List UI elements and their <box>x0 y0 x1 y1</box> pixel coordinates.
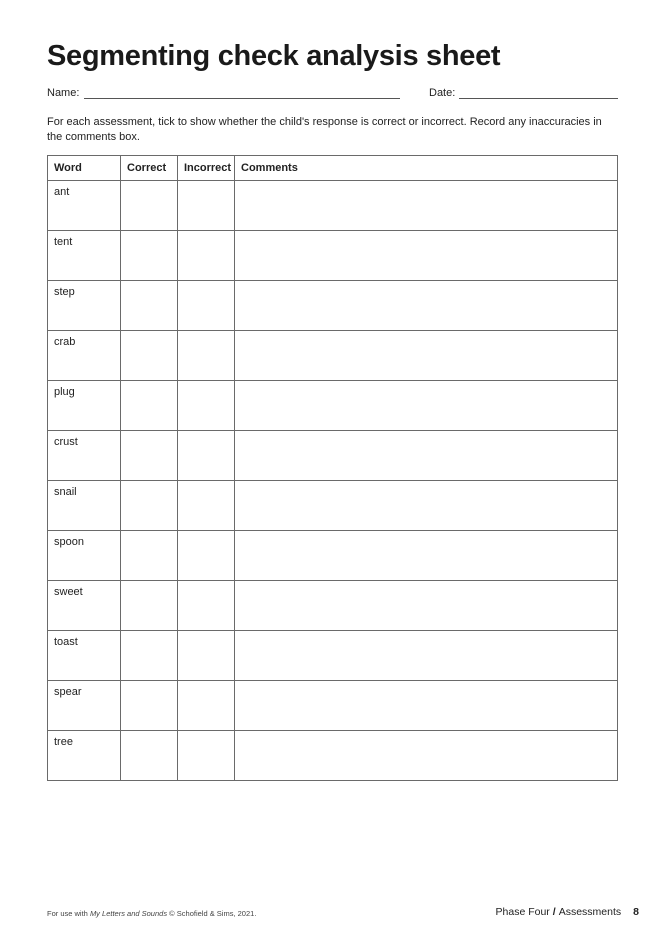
footer-phase: Phase Four <box>495 906 550 918</box>
incorrect-cell[interactable] <box>178 181 235 231</box>
footer-section-name: Assessments <box>558 906 622 918</box>
incorrect-cell[interactable] <box>178 381 235 431</box>
comments-cell[interactable] <box>235 481 618 531</box>
page-number: 8 <box>633 906 639 918</box>
table-row <box>48 231 618 281</box>
correct-cell[interactable] <box>121 681 178 731</box>
word-cell: sweet <box>48 581 121 631</box>
header-correct: Correct <box>121 156 178 181</box>
correct-cell[interactable] <box>121 281 178 331</box>
analysis-table <box>47 155 618 781</box>
incorrect-cell[interactable] <box>178 631 235 681</box>
incorrect-cell[interactable] <box>178 481 235 531</box>
footer-slash: / <box>552 906 556 918</box>
incorrect-cell[interactable] <box>178 531 235 581</box>
table-row <box>48 481 618 531</box>
word-cell: crust <box>48 431 121 481</box>
comments-cell[interactable] <box>235 681 618 731</box>
correct-cell[interactable] <box>121 531 178 581</box>
comments-cell[interactable] <box>235 631 618 681</box>
word-cell: tree <box>48 731 121 781</box>
header-incorrect: Incorrect <box>178 156 235 181</box>
comments-cell[interactable] <box>235 431 618 481</box>
comments-cell[interactable] <box>235 581 618 631</box>
table-row <box>48 431 618 481</box>
footer-credit <box>47 909 256 918</box>
word-cell: spear <box>48 681 121 731</box>
word-cell: ant <box>48 181 121 231</box>
table-row <box>48 381 618 431</box>
incorrect-cell[interactable] <box>178 681 235 731</box>
date-field[interactable] <box>459 98 618 99</box>
comments-cell[interactable] <box>235 281 618 331</box>
word-cell: snail <box>48 481 121 531</box>
footer-copyright: © Schofield & Sims, 2021. <box>167 909 257 918</box>
correct-cell[interactable] <box>121 431 178 481</box>
name-field[interactable] <box>84 98 400 99</box>
table-row <box>48 731 618 781</box>
word-cell: step <box>48 281 121 331</box>
incorrect-cell[interactable] <box>178 231 235 281</box>
word-cell: plug <box>48 381 121 431</box>
table-row <box>48 531 618 581</box>
header-word: Word <box>48 156 121 181</box>
correct-cell[interactable] <box>121 331 178 381</box>
date-label: Date: <box>429 87 456 99</box>
page-title: Segmenting check analysis sheet <box>47 40 501 72</box>
word-cell: spoon <box>48 531 121 581</box>
incorrect-cell[interactable] <box>178 581 235 631</box>
name-label: Name: <box>47 87 80 99</box>
comments-cell[interactable] <box>235 231 618 281</box>
table-row <box>48 181 618 231</box>
comments-cell[interactable] <box>235 331 618 381</box>
correct-cell[interactable] <box>121 231 178 281</box>
table-row <box>48 581 618 631</box>
word-cell: tent <box>48 231 121 281</box>
comments-cell[interactable] <box>235 381 618 431</box>
header-comments: Comments <box>235 156 618 181</box>
incorrect-cell[interactable] <box>178 431 235 481</box>
comments-cell[interactable] <box>235 531 618 581</box>
word-cell: toast <box>48 631 121 681</box>
correct-cell[interactable] <box>121 631 178 681</box>
footer-prefix: For use with <box>47 909 90 918</box>
correct-cell[interactable] <box>121 581 178 631</box>
correct-cell[interactable] <box>121 381 178 431</box>
table-row <box>48 281 618 331</box>
table-row <box>48 331 618 381</box>
table-row <box>48 681 618 731</box>
footer-section <box>496 906 639 918</box>
correct-cell[interactable] <box>121 731 178 781</box>
comments-cell[interactable] <box>235 181 618 231</box>
table-row <box>48 631 618 681</box>
word-cell: crab <box>48 331 121 381</box>
incorrect-cell[interactable] <box>178 281 235 331</box>
correct-cell[interactable] <box>121 181 178 231</box>
incorrect-cell[interactable] <box>178 331 235 381</box>
instructions-text: For each assessment, tick to show whether the child's response is correct or incorrect. Record any inaccuracies in the comments box. <box>47 116 602 143</box>
table-header-row <box>48 156 618 181</box>
incorrect-cell[interactable] <box>178 731 235 781</box>
footer-book-title: My Letters and Sounds <box>89 909 168 918</box>
comments-cell[interactable] <box>235 731 618 781</box>
correct-cell[interactable] <box>121 481 178 531</box>
